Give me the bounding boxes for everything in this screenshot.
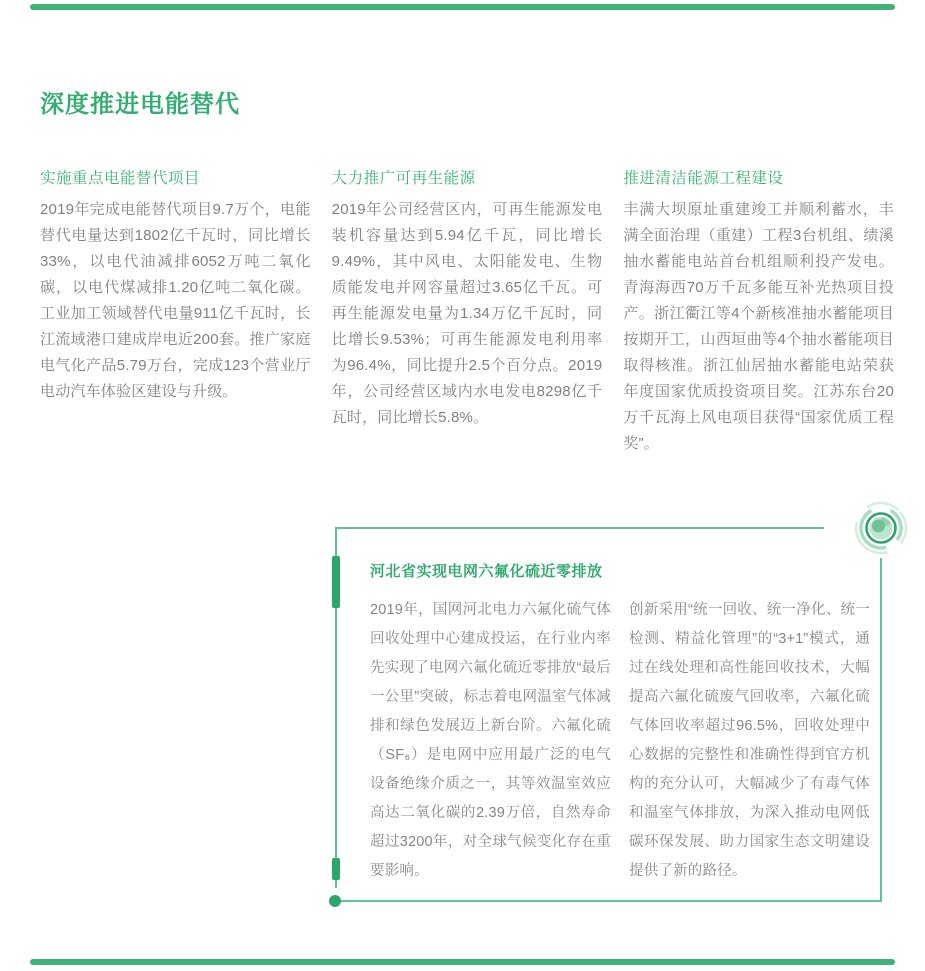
case-box-columns [370,596,870,886]
case-study-box [335,527,882,902]
case-box-corner-dot [329,895,341,907]
column-clean-energy-projects [623,166,894,457]
column-heading: 推进清洁能源工程建设 [623,170,784,187]
page-top-rule [30,4,895,10]
case-box-right-border [880,558,882,902]
column-body: 2019年完成电能替代项目9.7万个，电能替代电量达到1802亿千瓦时，同比增长33%，以电代油减排6052万吨二氧化碳，以电代煤减排1.20亿吨二氧化碳。工业加工领域替代电量911亿千瓦时，长江流域港口建成岸电近200套。推广家庭电气化产品5.79万台，完成123个营业厅电动汽车体验区建设与升级。 [40,201,311,400]
case-box-bottom-border [335,900,882,902]
column-body: 丰满大坝原址重建竣工并顺利蓄水，丰满全面治理（重建）工程3台机组、绩溪抽水蓄能电站首台机组顺利投产发电。青海海西70万千瓦多能互补光热项目投产。浙江衢江等4个新核准抽水蓄能项目按期开工，山西垣曲等4个抽水蓄能项目取得核准。浙江仙居抽水蓄能电站荣获年度国家优质投资项目奖。江苏东台20万千瓦海上风电项目获得“国家优质工程奖”。 [623,201,895,452]
column-heading: 大力推广可再生能源 [331,170,476,187]
eco-circle-icon [853,500,909,556]
column-body: 2019年公司经营区内，可再生能源发电装机容量达到5.94亿千瓦，同比增长9.49%，其中风电、太阳能发电、生物质能发电并网容量超过3.65亿千瓦。可再生能源发电量为1.34万亿千瓦时，同比增长9.53%；可再生能源发电利用率为96.4%，同比提升2.5个百分点。2019年，公司经营区域内水电发电8298亿千瓦时，同比增长5.8%。 [331,201,603,426]
case-box-left-accent-bar [332,556,340,608]
three-column-section [40,166,894,457]
column-electric-substitution [40,166,311,457]
case-box-title: 河北省实现电网六氟化硫近零排放 [370,563,603,580]
page-bottom-rule [30,959,895,965]
column-renewable-energy [332,166,603,457]
page-title: 深度推进电能替代 [40,91,240,118]
case-box-left-accent-bar-lower [332,858,340,880]
case-box-left-column: 2019年，国网河北电力六氟化硫气体回收处理中心建成投运，在行业内率先实现了电网六氟化硫近零排放“最后一公里”突破，标志着电网温室气体减排和绿色发展迈上新台阶。六氟化硫（SF₆）是电网中应用最广泛的电气设备绝缘介质之一，其等效温室效应高达二氧化碳的2.39万倍，自然寿命超过3200年，对全球气候变化存在重要影响。 [370,602,611,879]
case-box-top-border [335,527,824,529]
column-heading: 实施重点电能替代项目 [40,170,201,187]
case-box-right-column: 创新采用“统一回收、统一净化、统一检测、精益化管理”的“3+1”模式，通过在线处理和高性能回收技术，大幅提高六氟化硫废气回收率，六氟化硫气体回收率超过96.5%，回收处理中心数据的完整性和准确性得到官方机构的充分认可，大幅减少了有毒气体和温室气体排放，为深入推动电网低碳环保发展、助力国家生态文明建设提供了新的路径。 [629,602,870,879]
